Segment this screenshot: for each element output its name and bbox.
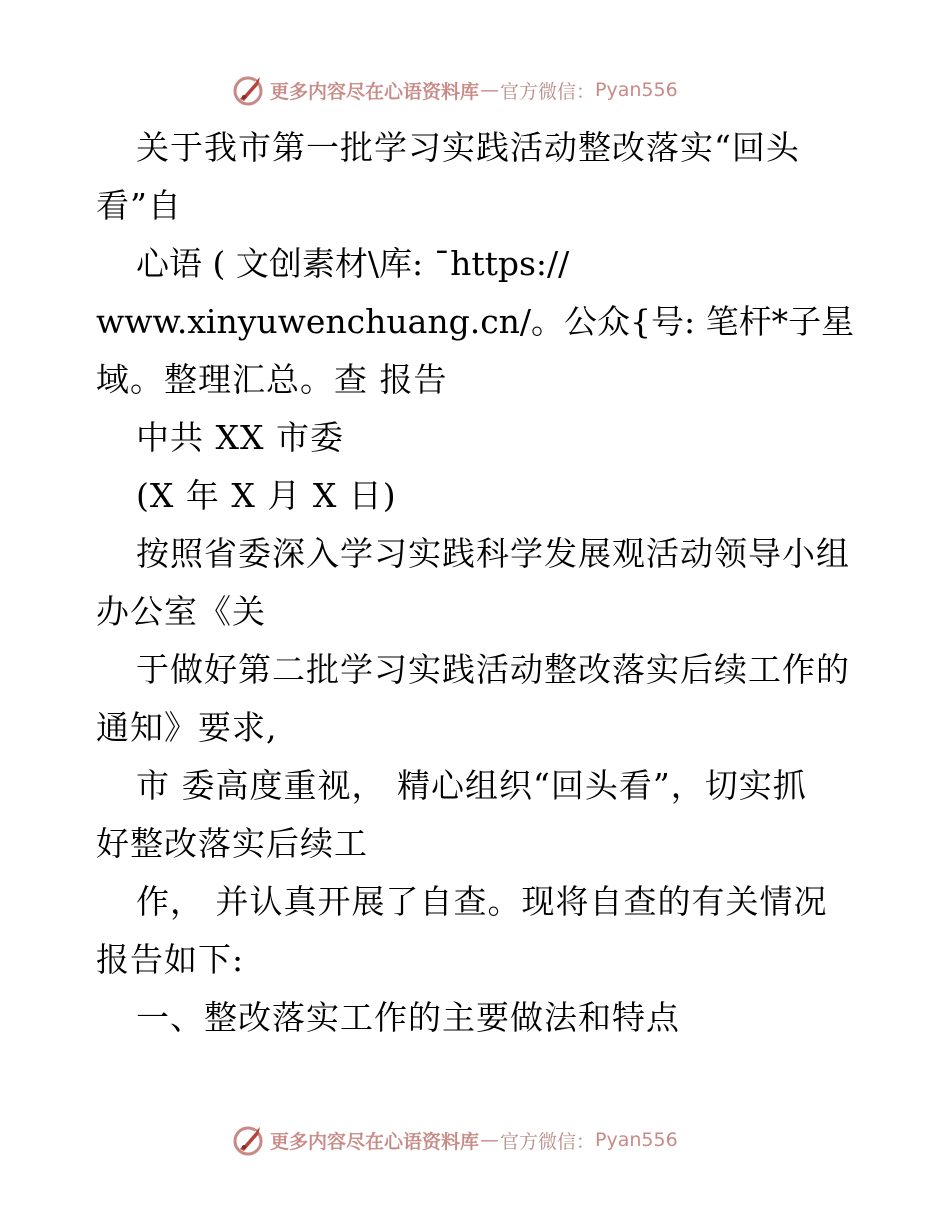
doc-paragraph-line-5: 市 委高度重视， 精心组织“回头看”，切实抓 bbox=[136, 766, 807, 805]
doc-title-line-2: 看”自 bbox=[96, 186, 182, 225]
doc-source-line-2: www.xinyuwenchuang.cn/。公众{号: 笔杆*子星 bbox=[96, 302, 855, 341]
watermark-wechat-id: Pyan556 bbox=[595, 1129, 678, 1151]
doc-source-line-1: 心语 ( 文创素材\库: ¯https:// bbox=[136, 244, 570, 283]
doc-title-line-1: 关于我市第一批学习实践活动整改落实“回头 bbox=[136, 128, 800, 167]
watermark-dash: — bbox=[480, 79, 500, 101]
doc-source-line-3: 域。整理汇总。查 报告 bbox=[96, 360, 448, 399]
doc-paragraph-line-6: 好整改落实后续工 bbox=[96, 824, 368, 863]
doc-paragraph-line-1: 按照省委深入学习实践科学发展观活动领导小组 bbox=[136, 534, 850, 573]
watermark-wechat-id: Pyan556 bbox=[595, 79, 678, 101]
doc-paragraph-line-7: 作， 并认真开展了自查。现将自查的有关情况 bbox=[136, 882, 828, 921]
doc-paragraph-line-3: 于做好第二批学习实践活动整改落实后续工作的 bbox=[136, 650, 850, 689]
doc-date: (X 年 X 月 X 日) bbox=[136, 476, 397, 515]
doc-paragraph-line-2: 办公室《关 bbox=[96, 592, 266, 631]
watermark-site-text: 更多内容尽在心语资料库 bbox=[270, 80, 480, 103]
doc-section-heading: 一、整改落实工作的主要做法和特点 bbox=[136, 998, 680, 1037]
footer-watermark bbox=[232, 1122, 678, 1158]
doc-issuer: 中共 XX 市委 bbox=[136, 418, 344, 457]
quill-pen-logo-icon bbox=[232, 1123, 266, 1157]
quill-pen-logo-icon bbox=[232, 73, 266, 107]
header-watermark bbox=[232, 72, 678, 108]
doc-paragraph-line-4: 通知》要求, bbox=[96, 708, 278, 747]
watermark-dash: — bbox=[480, 1129, 500, 1151]
watermark-wechat-label: 官方微信： bbox=[500, 80, 596, 103]
watermark-wechat-label: 官方微信： bbox=[500, 1130, 596, 1153]
watermark-site-text: 更多内容尽在心语资料库 bbox=[270, 1130, 480, 1153]
doc-paragraph-line-8: 报告如下: bbox=[96, 940, 245, 979]
